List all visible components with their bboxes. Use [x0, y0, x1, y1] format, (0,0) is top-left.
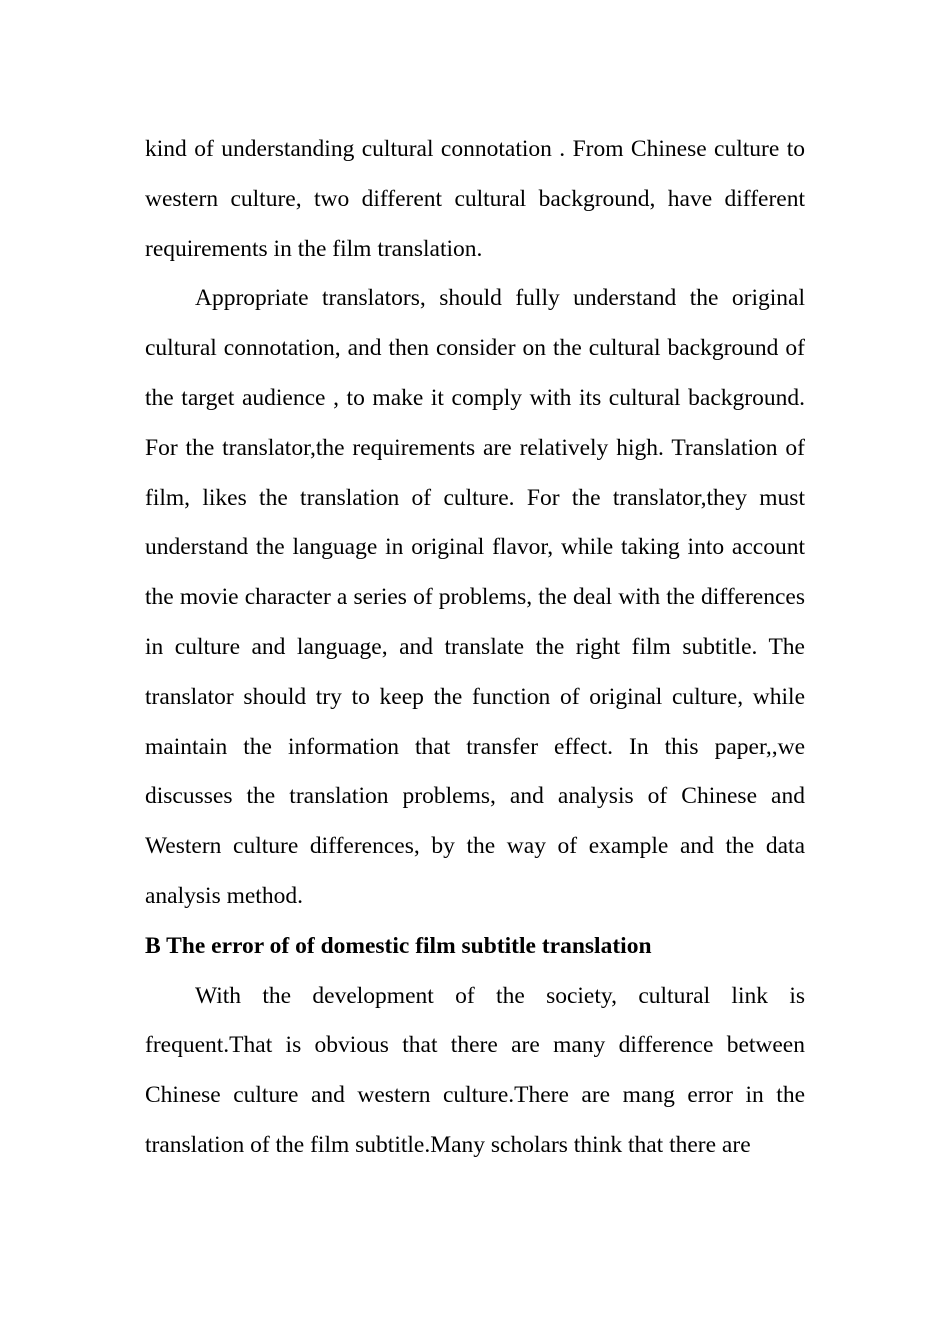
section-heading: B The error of of domestic film subtitle translation — [145, 932, 652, 959]
paragraph-translators: Appropriate translators, should fully understand the original cultural connotation, and then consider on the cultural background of the target audience , to make it comply with its cultural background. For the translator,the requirements are relatively high. Translation of film, likes the translation of culture. For the translator,they must understand the language in original flavor, while taking into account the movie character a series of problems, the deal with the differences in culture and language, and translate the right film subtitle. The translator should try to keep the function of original culture, while maintain the information that transfer effect. In this paper,,we discusses the translation problems, and analysis of Chinese and Western culture differences, by the way of example and the data analysis method. — [145, 285, 805, 909]
paragraph-continuation: kind of understanding cultural connotation . From Chinese culture to western culture, two different cultural background, have different requirements in the film translation. — [145, 136, 805, 262]
paragraph-development: With the development of the society, cultural link is frequent.That is obvious that there are many difference between Chinese culture and western culture.There are mang error in the translation of the film subtitle.Many scholars think that there are — [145, 982, 805, 1158]
document-body — [145, 125, 805, 1171]
